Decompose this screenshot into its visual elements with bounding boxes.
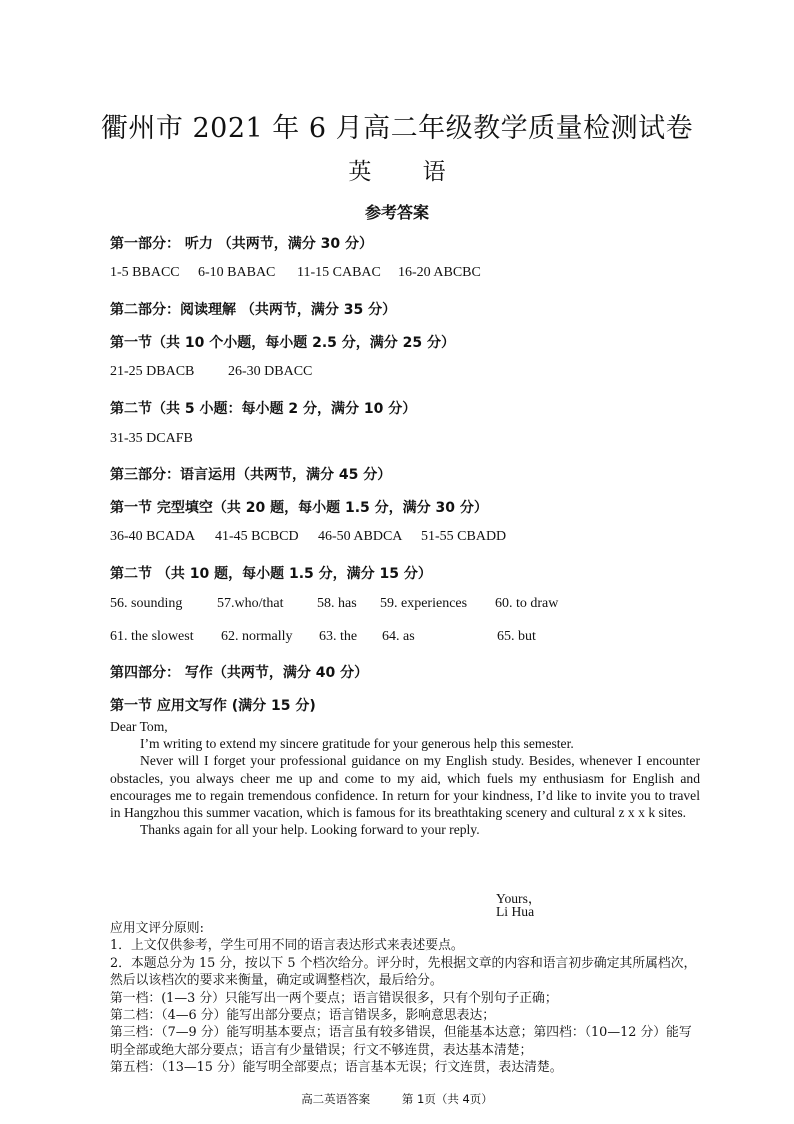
answers-title: 参考答案 [364,203,429,222]
criteria-item: 第三档：（7—9 分）能写明基本要点；语言虽有较多错误，但能基本达意；第四档：（10—12 分）能写明全部或绝大部分要点；语言有少量错误；行文不够连贯，表达基本清楚； [110,1025,692,1058]
letter-paragraph: I’m writing to extend my sincere gratitude for your generous help this semester. [140,736,574,752]
footer-page-number: 第 1页（共 4页） [401,1092,493,1106]
criteria-item: 第五档：（13—15 分）能写明全部要点；语言基本无误；行文连贯，表达清楚。 [110,1060,563,1076]
answer-item: 59. experiences [380,596,468,611]
part3-section1-heading: 第一节 完型填空（共 20 题，每小题 1.5 分，满分 30 分） [110,500,488,516]
part3-section2-heading: 第二节 （共 10 题，每小题 1.5 分，满分 15 分） [110,566,432,582]
answer-group: 36-40 BCADA [110,529,196,544]
answer-item: 61. the slowest [110,629,194,644]
letter-paragraph: Thanks again for all your help. Looking forward to your reply. [140,822,480,838]
answer-group: 6-10 BABAC [198,265,276,280]
criteria-item: 2．本题总分为 15 分，按以下 5 个档次给分。评分时，先根据文章的内容和语言初步确定其所属档次，然后以该档次的要求来衡量，确定或调整档次，最后给分。 [110,955,697,989]
criteria-item: 第一档：(1—3 分）只能写出一两个要点；语言错误很多，只有个别句子正确； [110,990,558,1006]
page-footer [0,1091,794,1107]
answer-item: 58. has [317,596,357,611]
letter-paragraph: Never will I forget your professional guidance on my English study. Besides, whenever I encounter obstacles, you always cheer me up and come to my aid, which fuels my enthusiasm for English and encourages me to regain tremendous confidence. In return for your kindness, I’d like to invite you to travel in Hangzhou this summer vacation, which is famous for its breathtaking scenery and cultural z x x k sites. [110,753,700,821]
criteria-item: 1．上文仅供参考，学生可用不同的语言表达形式来表述要点。 [110,938,464,954]
part1-heading: 第一部分： 听力 （共两节，满分 30 分） [110,236,373,252]
letter-closing: Yours， [496,891,542,906]
footer-doc-name: 高二英语答案 [301,1092,371,1106]
answer-group: 31-35 DCAFB [110,431,193,446]
answer-group: 21-25 DBACB [110,364,195,379]
answer-group: 16-20 ABCBC [398,265,481,280]
page-title: 衢州市 2021 年 6 月高二年级教学质量检测试卷 [100,113,694,144]
part2-heading: 第二部分：阅读理解 （共两节，满分 35 分） [110,302,397,318]
answer-item: 60. to draw [495,596,559,611]
answer-group: 11-15 CABAC [297,265,381,280]
answer-item: 64. as [382,629,415,644]
answer-group: 41-45 BCBCD [215,529,299,544]
scoring-criteria [110,920,700,1077]
part4-heading: 第四部分： 写作（共两节，满分 40 分） [110,665,369,681]
criteria-item: 第二档：（4—6 分）能写出部分要点；语言错误多，影响意思表达； [110,1008,496,1024]
answer-group: 46-50 ABDCA [318,529,403,544]
answer-item: 57.who/that [217,596,284,611]
sample-letter [110,718,700,838]
answer-group: 51-55 CBADD [421,529,507,544]
part3-heading: 第三部分：语言运用（共两节，满分 45 分） [110,467,392,483]
answer-group: 26-30 DBACC [228,364,313,379]
answer-item: 63. the [319,629,358,644]
letter-salutation: Dear Tom, [110,719,168,734]
answer-item: 62. normally [221,629,293,644]
part4-section1-heading: 第一节 应用文写作 (满分 15 分) [110,698,316,714]
criteria-heading: 应用文评分原则: [110,921,204,936]
part2-section2-heading: 第二节（共 5 小题：每小题 2 分，满分 10 分） [110,401,417,417]
subject-title: 英 语 [348,159,468,185]
answer-item: 65. but [497,629,536,644]
answer-group: 1-5 BBACC [110,265,180,280]
letter-signature: Li Hua [496,904,535,919]
answer-item: 56. sounding [110,596,183,611]
part2-section1-heading: 第一节（共 10 个小题，每小题 2.5 分，满分 25 分） [110,335,456,351]
